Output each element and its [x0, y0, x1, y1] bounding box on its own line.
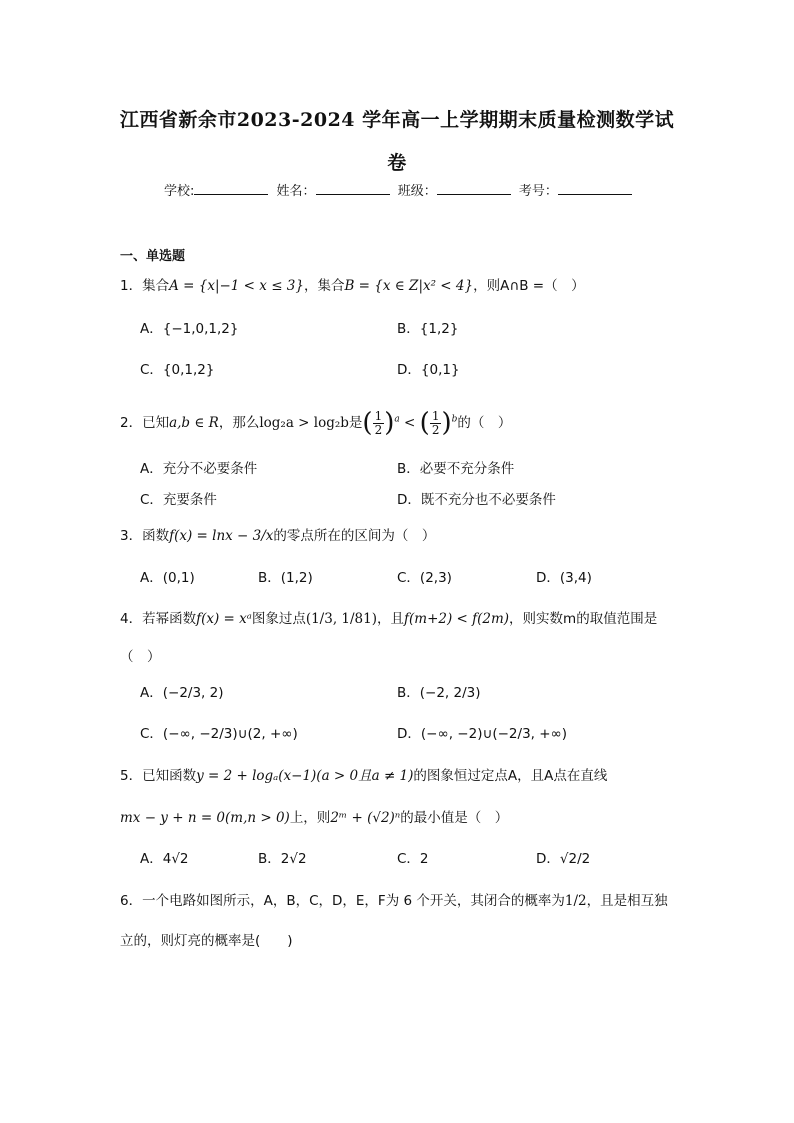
question-5-line2-suffix: 的最小值是（ ）: [400, 810, 509, 826]
student-info-row: [164, 180, 636, 199]
question-5-option-d: D．√2/2: [536, 851, 591, 867]
question-2-log-inequality: log₂a > log₂b: [259, 415, 349, 431]
exam-number-label: 考号：: [518, 184, 558, 199]
name-blank[interactable]: [316, 182, 390, 195]
question-1-option-d: D．{0,1}: [397, 362, 460, 378]
question-2: [120, 408, 511, 438]
exam-title-continued: 卷: [387, 152, 407, 174]
question-2-condition: a,b ∈ R: [169, 415, 219, 431]
question-1-mid: ，集合: [303, 278, 345, 294]
question-5-option-b: B．2√2: [258, 851, 307, 867]
question-6-probability: 1/2: [564, 893, 587, 909]
question-5-expression: 2ᵐ + (√2)ⁿ: [330, 810, 401, 826]
question-1-suffix: ，则A∩B =（ ）: [473, 278, 585, 294]
question-6-text: 6．一个电路如图所示，A，B，C，D，E，F为 6 个开关，其闭合的概率为: [120, 893, 565, 909]
question-1-option-a: A．{−1,0,1,2}: [140, 321, 239, 337]
class-blank[interactable]: [437, 182, 511, 195]
question-4-power-function: f(x) = xᵃ: [196, 611, 252, 627]
school-label: 学校:: [164, 184, 195, 199]
question-2-option-a: A．充分不必要条件: [140, 461, 258, 477]
question-3-option-a: A．(0,1): [140, 570, 195, 586]
question-1-set-a: A = {x|−1 < x ≤ 3}: [169, 278, 304, 294]
question-5-line-2: [120, 806, 508, 826]
question-5-option-c: C．2: [397, 851, 429, 867]
question-2-option-c: C．充要条件: [140, 492, 217, 508]
question-2-mid: ，那么: [218, 415, 260, 431]
question-3-option-d: D．(3,4): [536, 570, 592, 586]
question-4-option-b: B．(−2, 2/3): [397, 685, 481, 701]
question-5-line2-mid: 上，则: [289, 810, 331, 826]
question-4-point: (1/3, 1/81): [305, 611, 377, 627]
school-blank[interactable]: [194, 182, 268, 195]
question-4-mid: 图象过点: [251, 611, 306, 627]
question-3-option-b: B．(1,2): [258, 570, 313, 586]
question-2-option-d: D．既不充分也不必要条件: [397, 492, 556, 508]
question-1-option-c: C．{0,1,2}: [140, 362, 215, 378]
question-4-option-c: C．(−∞, −2/3)∪(2, +∞): [140, 726, 298, 742]
exam-title: 江西省新余市2023-2024 学年高一上学期期末质量检测数学试: [119, 109, 675, 131]
question-5-suffix: 的图象恒过定点A，且A点在直线: [413, 768, 608, 784]
question-4-option-d: D．(−∞, −2)∪(−2/3, +∞): [397, 726, 568, 742]
question-6: [120, 889, 668, 909]
question-2-mid2: 是: [348, 415, 363, 431]
question-3: [120, 524, 435, 544]
question-5-function: y = 2 + logₐ(x−1)(a > 0且a ≠ 1): [196, 768, 414, 784]
question-4-suffix: ，则实数m的取值范围是: [509, 611, 658, 627]
question-4: [120, 607, 657, 627]
question-1-prefix: 1．集合: [120, 278, 170, 294]
question-2-exp-inequality: ( $\frac{1}{2}$ )$^a$ < ( $\frac{1}{2}$ )$^b$: [362, 408, 458, 438]
question-3-suffix: 的零点所在的区间为（ ）: [273, 528, 436, 544]
question-5-option-a: A．4√2: [140, 851, 189, 867]
question-6-line-2: 立的，则灯亮的概率是( ): [120, 933, 293, 949]
question-1-set-b: B = {x ∈ Z|x² < 4}: [344, 278, 474, 294]
question-4-mid2: ，且: [377, 611, 404, 627]
question-5-line-equation: mx − y + n = 0(m,n > 0): [120, 810, 290, 826]
question-2-option-b: B．必要不充分条件: [397, 461, 515, 477]
section-heading: 一、单选题: [120, 249, 186, 264]
question-3-function: f(x) = lnx − 3/x: [169, 528, 274, 544]
question-4-inequality: f(m+2) < f(2m): [404, 611, 510, 627]
exam-number-blank[interactable]: [558, 182, 632, 195]
question-6-text-b: ，且是相互独: [586, 893, 668, 909]
name-label: 姓名：: [276, 184, 316, 199]
question-3-prefix: 3．函数: [120, 528, 170, 544]
question-4-continued: （ ）: [120, 649, 161, 665]
question-2-prefix: 2．已知: [120, 415, 170, 431]
question-1-option-b: B．{1,2}: [397, 321, 459, 337]
class-label: 班级：: [397, 184, 437, 199]
question-1: [120, 274, 585, 294]
question-2-suffix: 的（ ）: [457, 415, 512, 431]
question-5-prefix: 5．已知函数: [120, 768, 197, 784]
question-4-prefix: 4．若幂函数: [120, 611, 197, 627]
question-5: [120, 764, 607, 784]
question-4-option-a: A．(−2/3, 2): [140, 685, 224, 701]
question-3-option-c: C．(2,3): [397, 570, 452, 586]
